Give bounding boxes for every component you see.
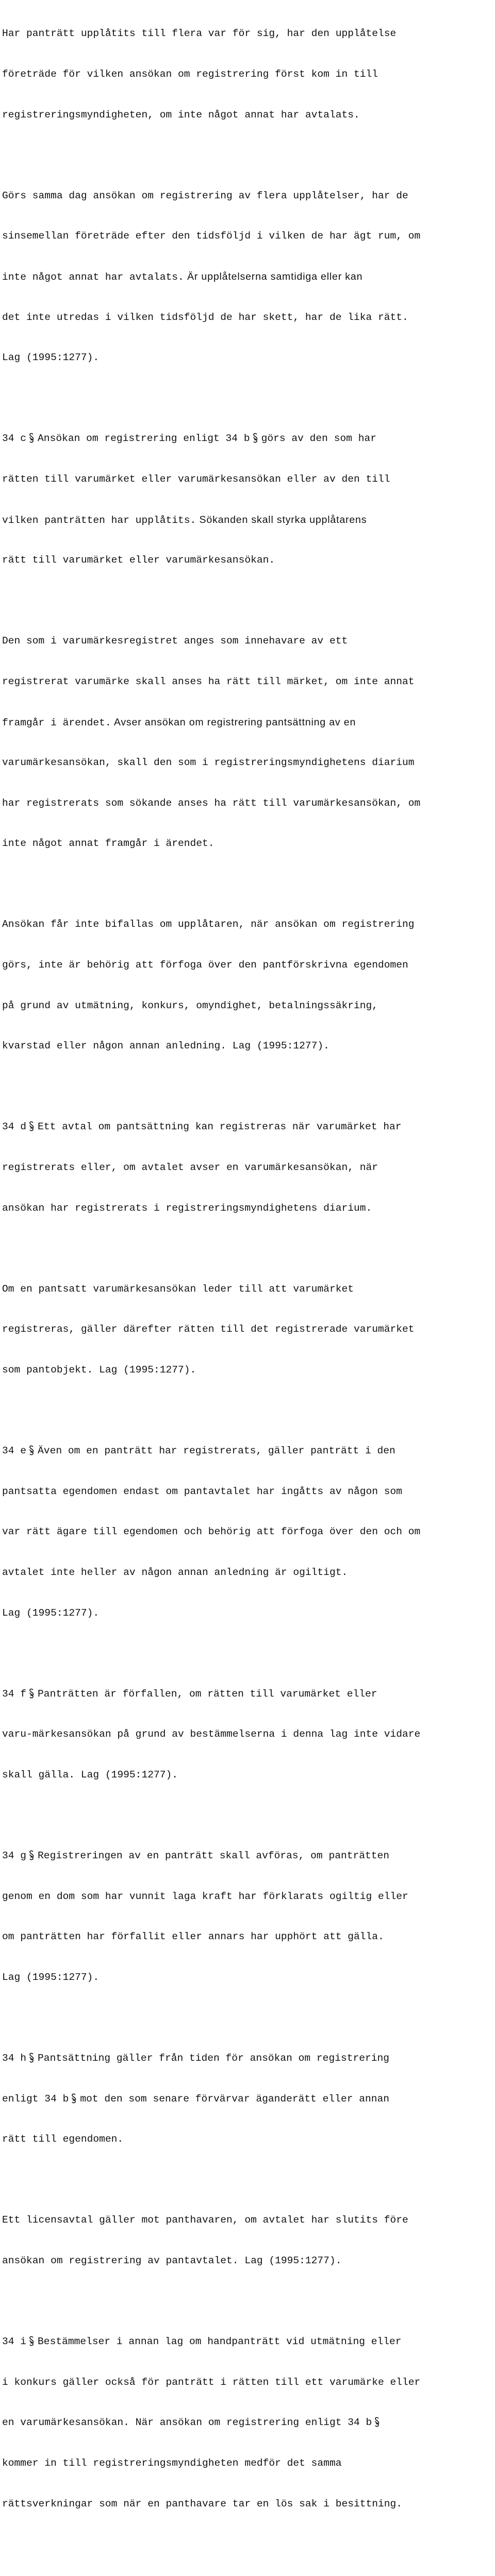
text-line: Ett licensavtal gäller mot panthavaren, om avtalet har slutits före [2, 2214, 408, 2226]
text-segment-proportional: Är upplåtelserna samtidiga eller kan [184, 270, 363, 282]
text-segment: Bestämmelser i annan lag om handpanträtt vid utmätning eller [38, 2336, 402, 2348]
text-segment: vilken panträtten har upplåtits. [2, 514, 196, 526]
text-line: det inte utredas i vilken tidsföljd de har skett, har de lika rätt. [2, 311, 408, 323]
section-number: 34 g [2, 1850, 27, 1862]
text-segment: görs av den som har [261, 433, 376, 445]
section-sign-icon [28, 1850, 35, 1860]
text-line [2, 1849, 492, 1862]
text-line: registrerats eller, om avtalet avser en varumärkesansökan, när [2, 1162, 378, 1174]
text-segment: en varumärkesansökan. När ansökan om registrering enligt 34 b [2, 2417, 372, 2429]
paragraph [2, 1417, 492, 1647]
text-segment-proportional: Sökanden skall styrka upplåtarens [196, 514, 367, 526]
paragraph [2, 2551, 492, 2576]
text-line [2, 716, 492, 729]
paragraph [2, 2025, 492, 2173]
text-line: registreringsmyndigheten, om inte något annat har avtalats. [2, 109, 360, 121]
text-line: Den som i varumärkesregistret anges som innehavare av ett [2, 635, 348, 647]
text-line: ansökan om registrering av pantavtalet. Lag (1995:1277). [2, 2255, 342, 2267]
text-line: registreras, gäller därefter rätten till det registrerade varumärket [2, 1324, 415, 1335]
text-segment: mot den som senare förvärvar äganderätt eller annan [80, 2093, 390, 2105]
text-line: rätt till varumärket eller varumärkesansökan. [2, 554, 275, 566]
text-line: kvarstad eller någon annan anledning. Lag (1995:1277). [2, 1040, 329, 1052]
text-line: ansökan har registrerats i registreringsmyndighetens diarium. [2, 1202, 372, 1214]
text-segment: inte något annat har avtalats. [2, 271, 184, 283]
paragraph [2, 1660, 492, 1808]
text-line: om panträtten har förfallit eller annars har upphört att gälla. [2, 1931, 384, 1943]
section-sign-icon [71, 2093, 77, 2104]
text-line: Om en pantsatt varumärkesansökan leder till att varumärket [2, 1283, 354, 1295]
text-line [2, 2052, 492, 2065]
section-number: 34 f [2, 1688, 27, 1700]
document-page [2, 0, 492, 2576]
text-segment: Pantsättning gäller från tiden för ansökan om registrering [38, 2053, 390, 2064]
text-line: inte något annat framgår i ärendet. [2, 838, 214, 850]
text-segment-proportional: Avser ansökan om registrering pantsättning av en [111, 716, 356, 728]
text-line: avtalet inte heller av någon annan anledning är ogiltigt. [2, 1566, 348, 1578]
text-segment: Registreringen av en panträtt skall avföras, om panträtten [38, 1850, 390, 1862]
text-line: företräde för vilken ansökan om registrering först kom in till [2, 69, 378, 80]
text-line: Lag (1995:1277). [2, 1607, 100, 1619]
text-segment: Ansökan om registrering enligt 34 b [38, 433, 250, 445]
text-line: Lag (1995:1277). [2, 1971, 100, 1983]
text-line: registrerat varumärke skall anses ha rätt till märket, om inte annat [2, 675, 415, 687]
text-line: i konkurs gäller också för panträtt i rätten till ett varumärke eller [2, 2376, 421, 2388]
section-sign-icon [28, 1121, 35, 1131]
text-line: på grund av utmätning, konkurs, omyndighet, betalningssäkring, [2, 999, 378, 1011]
text-line: varu-märkesansökan på grund av bestämmelserna i denna lag inte vidare [2, 1728, 421, 1740]
text-line: genom en dom som har vunnit laga kraft har förklarats ogiltig eller [2, 1890, 408, 1902]
text-line: kommer in till registreringsmyndigheten medför det samma [2, 2458, 342, 2469]
text-line [2, 2416, 492, 2429]
section-number: 34 i [2, 2336, 27, 2348]
paragraph [2, 1822, 492, 2011]
text-line [2, 270, 492, 283]
text-segment: Ett avtal om pantsättning kan registreras när varumärket har [38, 1121, 402, 1133]
text-line: var rätt ägare till egendomen och behörig att förfoga över den och om [2, 1526, 421, 1538]
paragraph [2, 2308, 492, 2537]
section-sign-icon [374, 2417, 380, 2427]
text-line: har registrerats som sökande anses ha rätt till varumärkesansökan, om [2, 797, 421, 809]
text-line [2, 2092, 492, 2106]
text-line: Görs samma dag ansökan om registrering av flera upplåtelser, har de [2, 190, 408, 201]
text-line [2, 1120, 492, 1133]
text-segment: enligt 34 b [2, 2093, 69, 2105]
paragraph [2, 1093, 492, 1242]
text-line: varumärkesansökan, skall den som i registreringsmyndighetens diarium [2, 757, 415, 769]
paragraph [2, 162, 492, 391]
section-number: 34 d [2, 1121, 27, 1133]
text-segment: Panträtten är förfallen, om rätten till varumärket eller [38, 1688, 377, 1700]
text-line: pantsatta egendomen endast om pantavtalet har ingåtts av någon som [2, 1485, 403, 1497]
text-line: som pantobjekt. Lag (1995:1277). [2, 1364, 196, 1376]
paragraph [2, 405, 492, 594]
text-line [2, 432, 492, 445]
text-line: skall gälla. Lag (1995:1277). [2, 1769, 178, 1781]
text-line: Har panträtt upplåtits till flera var för sig, har den upplåtelse [2, 28, 397, 40]
text-line: rätten till varumärket eller varumärkesansökan eller av den till [2, 473, 390, 485]
section-sign-icon [252, 433, 258, 443]
section-number: 34 e [2, 1445, 27, 1457]
text-line: Ansökan får inte bifallas om upplåtaren, när ansökan om registrering [2, 919, 415, 930]
section-sign-icon [28, 1688, 35, 1699]
text-line [2, 2335, 492, 2348]
text-line: rätt till egendomen. [2, 2133, 124, 2145]
text-line: görs, inte är behörig att förfoga över den pantförskrivna egendomen [2, 959, 408, 971]
paragraph [2, 607, 492, 877]
section-sign-icon [28, 2053, 35, 2063]
section-sign-icon [28, 1445, 35, 1455]
text-segment: framgår i ärendet. [2, 717, 111, 728]
paragraph [2, 891, 492, 1080]
section-number: 34 h [2, 2053, 27, 2064]
text-line: sinsemellan företräde efter den tidsföljd i vilken de har ägt rum, om [2, 230, 421, 242]
paragraph [2, 2187, 492, 2295]
section-sign-icon [28, 2336, 35, 2346]
text-line: rättsverkningar som när en panthavare tar en lös sak i besittning. [2, 2498, 403, 2510]
section-sign-icon [28, 433, 35, 443]
text-line [2, 1687, 492, 1701]
paragraph [2, 0, 492, 148]
text-line [2, 1444, 492, 1458]
text-line [2, 513, 492, 527]
text-segment: Även om en panträtt har registrerats, gäller panträtt i den [38, 1445, 395, 1457]
paragraph [2, 1255, 492, 1403]
section-number: 34 c [2, 433, 27, 445]
text-line: Lag (1995:1277). [2, 352, 100, 364]
